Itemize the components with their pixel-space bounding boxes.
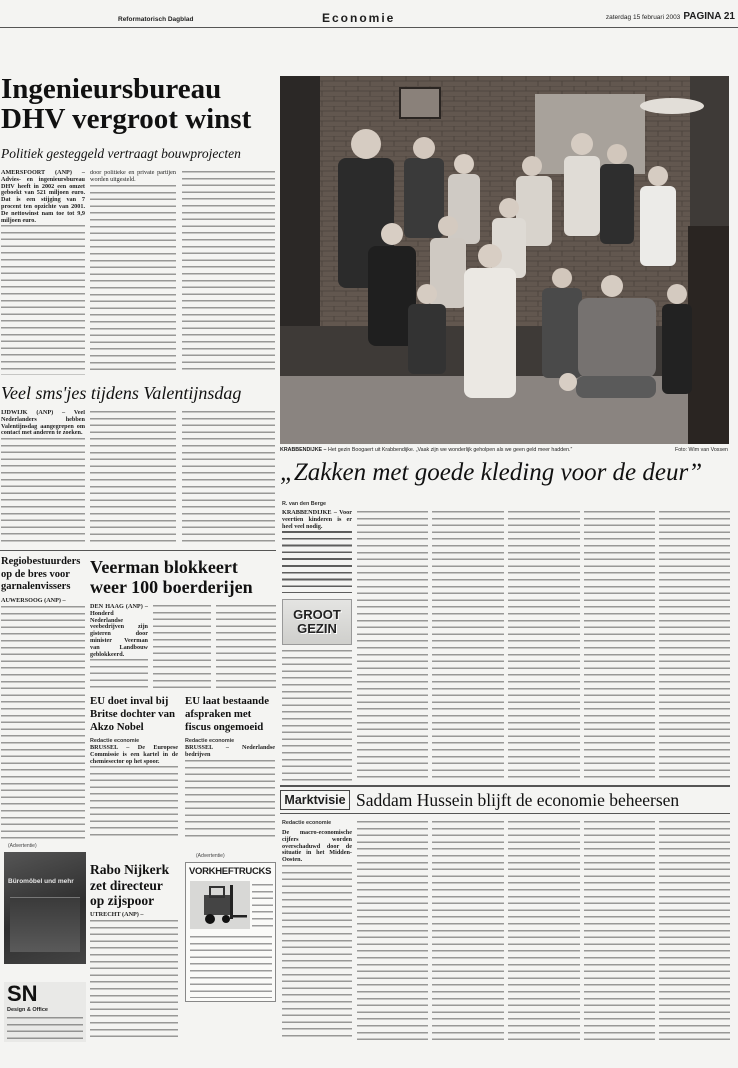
regio-column [1,598,85,840]
body-text-lines [90,766,178,840]
dhv-column-1 [1,170,85,375]
fiscus-column [185,738,275,840]
body-text-lines [432,511,504,782]
body-text-lines [357,511,428,782]
akzo-headline: EU doet inval bij Britse dochter van Akzo Nobel [90,695,175,733]
body-text-lines [1,606,85,840]
body-text-lines [182,411,275,546]
marktvisie-headline: Saddam Hussein blijft de economie beheersen [356,790,680,810]
family-photo [280,76,729,444]
issue-date: zaterdag 15 februari 2003 [605,14,681,21]
ad-image-area [10,897,80,952]
logo-line-2: GEZIN [297,621,337,637]
sn-logo: SN [7,981,38,1006]
body-text-lines [659,821,730,1042]
sn-tagline: Design & Office [7,1007,48,1013]
sms-lead: IJDWIJK (ANP) – Veel Nederlanders hebben Valentijnsdag aangegrepen om contact met anderen te zoeken. [1,410,85,437]
ad-small-print [7,1017,83,1041]
dhv-subhead: Politiek gesteggeld vertraagt bouwprojecten [1,146,241,161]
feature-column-4 [508,510,580,782]
forklift-ad-title: VORKHEFTRUCKS [189,866,272,877]
photo-picture-frame [400,88,440,118]
body-text-lines [584,511,655,782]
regio-headline: Regiobestuurders op de bres voor garnalenvissers [1,556,81,592]
photo-left-window [280,76,320,326]
section-title: Economie [322,11,396,25]
ad-label: (Advertentie) [196,853,225,859]
feature-column-6 [659,510,730,782]
body-text-lines [182,171,275,375]
veerman-column-3 [216,604,276,690]
marktvisie-column-2 [357,820,428,1042]
akzo-byline: Redactie economie [90,738,140,744]
ad-label: (Advertentie) [8,843,37,849]
body-text-lines [508,511,580,782]
rabo-headline: Rabo Nijkerk zet directeur op zijspoor [90,862,170,908]
marktvisie-column-6 [659,820,730,1042]
header-rule [0,27,738,28]
fiscus-lead: BRUSSEL – Nederlandse bedrijven [185,744,275,758]
body-text-lines [90,185,176,375]
body-text-lines [90,659,148,690]
buromobel-ad[interactable] [4,852,86,964]
groot-gezin-logo [282,599,352,645]
sms-column-3 [182,410,275,546]
body-text-lines [185,760,275,840]
sms-column-2 [90,410,176,546]
forklift-icon [190,881,250,929]
forklift-ad[interactable] [185,862,276,1002]
body-text-lines [282,531,352,593]
body-text-lines [90,920,178,1042]
page-number: PAGINA 21 [683,11,735,22]
body-text-lines [1,225,85,375]
regio-lead: AUWERSOOG (ANP) – [1,598,66,604]
dhv-headline-line1: Ingenieursbureau [1,73,222,105]
feature-column-3 [432,510,504,782]
rabo-column [90,912,178,1042]
sms-headline: Veel sms'jes tijdens Valentijnsdag [1,383,242,403]
marktvisie-column-1 [282,820,352,1042]
akzo-lead: BRUSSEL – De Europese Commissie is een kartel in de chemiesector op het spoor. [90,744,178,765]
marktvisie-column-4 [508,820,580,1042]
ad-small-print [252,884,273,928]
feature-byline: R. van den Berge [282,501,327,507]
photo-caption [280,447,640,454]
body-text-lines [216,605,276,690]
sms-column-1 [1,410,85,546]
dhv-lead: AMERSFOORT (ANP) – Advies- en ingenieursbureau DHV heeft in 2002 een omzet geboekt van 521 miljoen euro. Dat is een stijging van 7 procent ten opzichte van 2001. De nettowinst nam toe tot 9,9 miljoen euro. [1,170,85,224]
body-text-lines [432,821,504,1042]
page-date-block [606,11,735,22]
feature-column-5 [584,510,655,782]
akzo-column [90,738,178,840]
body-text-lines [1,438,85,546]
body-text-lines [282,650,352,782]
veerman-column-1 [90,604,148,690]
rabo-lead: UTRECHT (ANP) – [90,912,144,918]
marktvisie-column-3 [432,820,504,1042]
fiscus-headline: EU laat bestaande afspraken met fiscus ongemoeid [185,695,269,733]
feature-headline: „Zakken met goede kleding voor de deur” [280,459,703,486]
marktvisie-lead: De macro-economische cijfers worden overschaduwd door de situatie in het Midden-Oosten. [282,829,352,864]
body-text-lines [90,411,176,546]
photo-lamp [640,98,704,114]
marktvisie-column-5 [584,820,655,1042]
buromobel-ad-text: Büromöbel und mehr [8,878,74,885]
body-text-lines [153,605,211,690]
ad-small-print [190,936,272,998]
section-divider [280,813,730,814]
paper-name: Reformatorisch Dagblad [118,16,194,23]
dhv-column-3 [182,170,275,375]
feature-lead: KRABBENDIJKE – Voor veertien kinderen is er heel veel nodig. [282,510,352,530]
dhv-headline-line2: DHV vergroot winst [1,103,252,135]
logo-line-1: GROOT [293,607,341,623]
feature-column-1 [282,510,352,782]
veerman-column-2 [153,604,211,690]
caption-place: KRABBENDIJKE – [280,447,327,453]
marktvisie-label: Marktvisie [280,790,350,810]
section-divider [280,785,730,787]
body-text-lines [357,821,428,1042]
feature-column-2 [357,510,428,782]
body-text-lines [508,821,580,1042]
body-text-lines [584,821,655,1042]
sn-ad[interactable] [4,982,86,1042]
fiscus-byline: Redactie economie [185,738,235,744]
veerman-headline: Veerman blokkeert weer 100 boerderijen [90,557,253,597]
photo-credit: Foto: Wim van Vossen [675,447,728,453]
section-divider [0,550,276,551]
body-text-lines [282,865,352,1042]
caption-text: Het gezin Boogaert uit Krabbendijke. „Vaak zijn we wonderlijk geholpen als we geen geld meer hadden.” [328,447,573,453]
photo-cabinet [688,226,729,444]
marktvisie-byline: Redactie economie [282,820,332,826]
dhv-column-2 [90,170,176,375]
veerman-lead: DEN HAAG (ANP) – Honderd Nederlandse veebedrijven zijn gisteren door minister Veerman van Landbouw geblokkeerd. [90,604,148,658]
dhv-column-2-text: door politieke en private partijen worden uitgesteld. [90,170,176,183]
body-text-lines [659,511,730,782]
